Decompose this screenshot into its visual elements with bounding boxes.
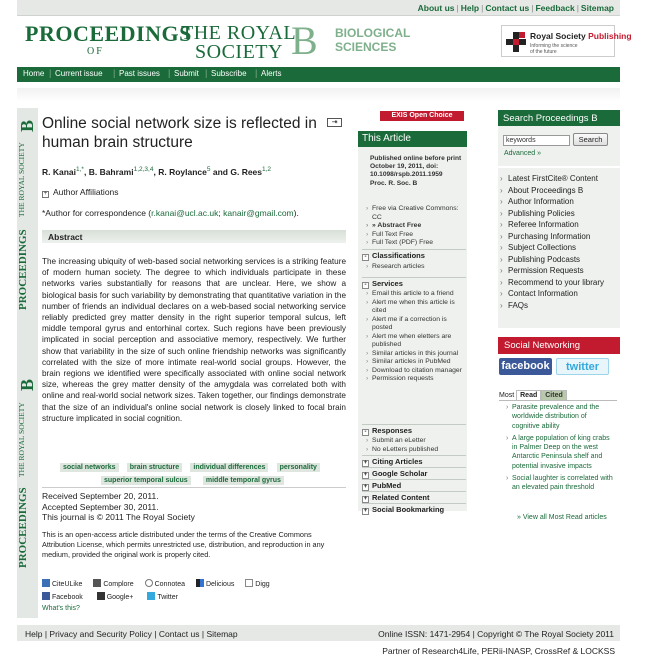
whats-this-link[interactable]: What's this? bbox=[42, 605, 80, 612]
footer-privacy-link[interactable]: Privacy and Security Policy bbox=[49, 629, 152, 639]
journal-link[interactable]: › Latest FirstCite® Content bbox=[500, 173, 618, 185]
keyword-row-1 bbox=[60, 462, 320, 471]
strip-proceedings-2: PROCEEDINGS bbox=[17, 487, 29, 569]
response-link[interactable]: › No eLetters published bbox=[366, 446, 466, 455]
journal-links bbox=[500, 173, 618, 311]
twitter-button[interactable]: twitter bbox=[556, 358, 609, 375]
journal-link[interactable]: › FAQs bbox=[500, 300, 618, 312]
journal-link[interactable]: › Subject Collections bbox=[500, 242, 618, 254]
this-article-heading: This Article bbox=[358, 131, 467, 147]
share-row-2 bbox=[42, 592, 178, 601]
facebook-icon bbox=[42, 592, 50, 600]
most-tabs bbox=[499, 390, 567, 400]
connotea-share[interactable]: Connotea bbox=[145, 581, 185, 588]
keyword-tag[interactable]: social networks bbox=[60, 463, 119, 472]
footer-bar bbox=[17, 625, 620, 641]
most-read-item[interactable]: › A large population of king crabs in Palmer Deep on the west Antarctic Peninsula shelf and potential invasive impacts bbox=[506, 434, 614, 471]
publisher-tagline: Informing the science of the future bbox=[530, 43, 578, 55]
strip-b-1: B bbox=[17, 120, 37, 133]
free-access-list bbox=[366, 205, 466, 248]
strip-royal-society-1: THE ROYAL SOCIETY bbox=[17, 142, 26, 218]
facebook-share[interactable]: Facebook bbox=[42, 594, 83, 601]
full-text-link[interactable]: › Full Text Free bbox=[366, 231, 466, 240]
complore-share[interactable]: Complore bbox=[93, 581, 133, 588]
issn-copyright: Online ISSN: 1471-2954 | Copyright © The Royal Society 2011 bbox=[378, 629, 614, 639]
keyword-tag[interactable]: brain structure bbox=[127, 463, 182, 472]
nav-home[interactable]: Home bbox=[23, 69, 45, 78]
journal-subtitle: BIOLOGICAL SCIENCES bbox=[335, 26, 411, 54]
service-link[interactable]: › Download to citation manager bbox=[366, 367, 466, 376]
journal-b-logo: B bbox=[291, 18, 318, 63]
journal-link[interactable]: › Purchasing Information bbox=[500, 231, 618, 243]
classifications-list bbox=[366, 263, 466, 272]
license-text: This is an open-access article distributed under the terms of the Creative Commons Attribution License, which permits unrestricted use, distribution, and reproduction in any medium, provided the original work is properly cited. bbox=[42, 530, 325, 559]
footer-contact-link[interactable]: Contact us bbox=[158, 629, 200, 639]
googleplus-icon bbox=[97, 592, 105, 600]
nav-current-issue[interactable]: Current issue bbox=[55, 69, 103, 78]
journal-link[interactable]: › Publishing Podcasts bbox=[500, 254, 618, 266]
nav-shadow bbox=[17, 88, 620, 102]
most-read-list bbox=[506, 403, 614, 496]
tab-most-cited[interactable]: Cited bbox=[541, 390, 567, 400]
search-input[interactable]: keywords bbox=[503, 135, 570, 146]
footer-links: Help | Privacy and Security Policy | Contact us | Sitemap bbox=[25, 629, 238, 639]
email-link[interactable]: r.kanai@ucl.ac.uk bbox=[151, 208, 219, 218]
abstract-heading: Abstract bbox=[42, 230, 346, 243]
divider bbox=[42, 487, 346, 488]
sitemap-link[interactable]: Sitemap bbox=[580, 3, 614, 13]
service-link[interactable]: › Alert me when eletters are published bbox=[366, 333, 466, 350]
digg-icon bbox=[245, 579, 253, 587]
journal-title-royal-society: THE ROYAL SOCIETY bbox=[181, 22, 297, 63]
responses-section[interactable]: - Responses bbox=[362, 426, 466, 435]
about-us-link[interactable]: About us bbox=[417, 3, 455, 13]
journal-title-of: OF bbox=[87, 46, 104, 57]
royal-society-publishing-logo[interactable] bbox=[501, 25, 632, 57]
journal-link[interactable]: › About Proceedings B bbox=[500, 185, 618, 197]
author-name: R. Kanai bbox=[42, 166, 77, 177]
strip-b-2: B bbox=[17, 379, 37, 392]
responses-list bbox=[366, 437, 466, 454]
service-link[interactable]: › Similar articles in this journal bbox=[366, 350, 466, 359]
author-name: R. Roylance bbox=[158, 166, 207, 177]
most-read-item[interactable]: › Social laughter is correlated with an elevated pain threshold bbox=[506, 474, 614, 493]
download-icon[interactable]: ⇥ bbox=[327, 118, 342, 127]
journal-link[interactable]: › Referee Information bbox=[500, 219, 618, 231]
connotea-icon bbox=[145, 579, 153, 587]
publication-info: Published online before print October 19, 2011, doi: 10.1098/rspb.2011.1959 Proc. R. Soc. B bbox=[370, 155, 462, 187]
journal-link[interactable]: › Publishing Policies bbox=[500, 208, 618, 220]
services-section[interactable]: - Services bbox=[362, 279, 466, 288]
author-name: G. Rees bbox=[230, 166, 263, 177]
complore-icon bbox=[93, 579, 101, 587]
abstract-text: The increasing ubiquity of web-based social networking services is a striking feature of modern human society. The degree to which individuals participate in these networks varies substantially for reasons that are unclear. Here, we show a biological basis for such variability by demonstrating that quantitative variation in the number of friends an individual declares on a web-based social networking service reliably predicted grey matter density in the right superior temporal sulcus, left middle temporal gyrus and entorhinal cortex. Such regions have been previously implicated in social perception and associative memory, respectively. We further show that variability in the size of such online friendship networks was significantly correlated with the size of more intimate real-world social groups. However, the brain regions we identified were specifically associated with online social network size, whereas the grey matter density of the amygdala was correlated both with online and real-world social network sizes. Taken together, our findings demonstrate that the size of an individual's online social network is closely linked to focal brain structure implicated in social cognition. bbox=[42, 257, 347, 423]
help-link[interactable]: Help bbox=[460, 3, 480, 13]
search-button[interactable]: Search bbox=[573, 133, 608, 146]
exis-open-choice-badge[interactable]: EXIS Open Choice bbox=[380, 111, 464, 121]
search-heading: Search Proceedings B bbox=[498, 110, 620, 126]
related-content-section[interactable]: + Related Content bbox=[363, 493, 430, 502]
service-link[interactable]: › Similar articles in PubMed bbox=[366, 358, 466, 367]
pdf-link[interactable]: › Full Text (PDF) Free bbox=[366, 239, 466, 248]
rs-cross-icon bbox=[506, 32, 526, 52]
pubmed-section[interactable]: + PubMed bbox=[363, 481, 402, 490]
feedback-link[interactable]: Feedback bbox=[535, 3, 575, 13]
service-link[interactable]: › Email this article to a friend bbox=[366, 290, 466, 299]
facebook-button[interactable]: facebook bbox=[499, 358, 552, 375]
utility-links: About us | Help | Contact us | Feedback | Sitemap bbox=[417, 3, 614, 13]
correspondence-line: *Author for correspondence (r.kanai@ucl.ac.uk; kanair@gmail.com). bbox=[42, 208, 299, 218]
share-row-1 bbox=[42, 579, 270, 588]
citeulike-share[interactable]: CiteULike bbox=[42, 581, 82, 588]
tab-most-read[interactable]: Read bbox=[516, 390, 541, 400]
most-label: Most bbox=[499, 392, 515, 399]
advanced-search-link[interactable]: Advanced » bbox=[504, 150, 541, 157]
journal-link[interactable]: › Contact Information bbox=[500, 288, 618, 300]
strip-royal-society-2: THE ROYAL SOCIETY bbox=[17, 402, 26, 478]
keyword-row-2 bbox=[101, 475, 284, 484]
citeulike-icon bbox=[42, 579, 50, 587]
delicious-icon bbox=[196, 579, 204, 587]
article-title: Online social network size is reflected in human brain structure bbox=[42, 115, 317, 151]
publisher-name: Royal Society Publishing bbox=[530, 31, 632, 41]
keyword-tag[interactable]: superior temporal sulcus bbox=[101, 476, 191, 485]
main-nav: Home | Current issue | Past issues | Submit | Subscribe | Alerts bbox=[17, 67, 620, 82]
digg-share[interactable]: Digg bbox=[245, 581, 269, 588]
keyword-tag[interactable]: individual differences bbox=[190, 463, 268, 472]
googleplus-share[interactable]: Google+ bbox=[97, 594, 134, 601]
service-link[interactable]: › Permission requests bbox=[366, 375, 466, 384]
creative-commons-link[interactable]: › Free via Creative Commons: CC bbox=[366, 205, 466, 222]
partner-text: Partner of Research4Life, PERii-INASP, CrossRef & LOCKSS bbox=[382, 646, 615, 656]
strip-proceedings-1: PROCEEDINGS bbox=[17, 229, 29, 311]
social-networking-heading: Social Networking bbox=[498, 337, 620, 354]
masthead bbox=[17, 16, 632, 66]
left-journal-strip bbox=[17, 108, 38, 618]
service-link[interactable]: › Alert me when this article is cited bbox=[366, 299, 466, 316]
citing-articles-section[interactable]: + Citing Articles bbox=[363, 457, 423, 466]
classifications-section[interactable]: - Classifications bbox=[362, 251, 466, 260]
most-read-item[interactable]: › Parasite prevalence and the worldwide distribution of cognitive ability bbox=[506, 403, 614, 431]
footer-help-link[interactable]: Help bbox=[25, 629, 43, 639]
email-link[interactable]: kanair@gmail.com bbox=[223, 208, 294, 218]
social-bookmarking-section[interactable]: + Social Bookmarking bbox=[363, 505, 445, 514]
delicious-share[interactable]: Delicious bbox=[196, 581, 234, 588]
google-scholar-section[interactable]: + Google Scholar bbox=[363, 469, 428, 478]
research-articles-link[interactable]: › Research articles bbox=[366, 263, 466, 272]
services-list bbox=[366, 290, 466, 384]
author-name: B. Bahrami bbox=[88, 166, 134, 177]
nav-submit[interactable]: Submit bbox=[174, 69, 199, 78]
contact-us-link[interactable]: Contact us bbox=[485, 3, 530, 13]
expand-plus-icon: + bbox=[43, 191, 48, 197]
article-dates: Received September 20, 2011. Accepted September 30, 2011. This journal is © 2011 The Royal Society bbox=[42, 491, 195, 522]
nav-past-issues[interactable]: Past issues bbox=[119, 69, 160, 78]
journal-link[interactable]: › Recommend to your library bbox=[500, 277, 618, 289]
this-article-panel bbox=[358, 131, 467, 514]
nav-alerts[interactable]: Alerts bbox=[261, 69, 282, 78]
twitter-icon bbox=[147, 592, 155, 600]
service-link[interactable]: › Alert me if a correction is posted bbox=[366, 316, 466, 333]
footer-sitemap-link[interactable]: Sitemap bbox=[206, 629, 238, 639]
keyword-tag[interactable]: middle temporal gyrus bbox=[203, 476, 284, 485]
journal-link[interactable]: › Author Information bbox=[500, 196, 618, 208]
journal-title-proceedings[interactable]: PROCEEDINGS bbox=[25, 21, 192, 46]
nav-subscribe[interactable]: Subscribe bbox=[211, 69, 247, 78]
response-link[interactable]: › Submit an eLetter bbox=[366, 437, 466, 446]
author-list: R. Kanai$^{1,*}$, B. Bahrami$^{1,2,3,4}$, R. Roylance$^5$ and G. Rees$^{1,2}$ bbox=[42, 166, 272, 177]
keyword-tag[interactable]: personality bbox=[277, 463, 320, 472]
twitter-share[interactable]: Twitter bbox=[147, 594, 178, 601]
abstract-link[interactable]: › » Abstract Free bbox=[366, 222, 466, 231]
utility-bar bbox=[17, 0, 620, 16]
view-all-most-read-link[interactable]: » View all Most Read articles bbox=[517, 514, 607, 521]
author-affiliations-toggle[interactable]: + Author Affiliations bbox=[43, 187, 119, 197]
journal-link[interactable]: › Permission Requests bbox=[500, 265, 618, 277]
